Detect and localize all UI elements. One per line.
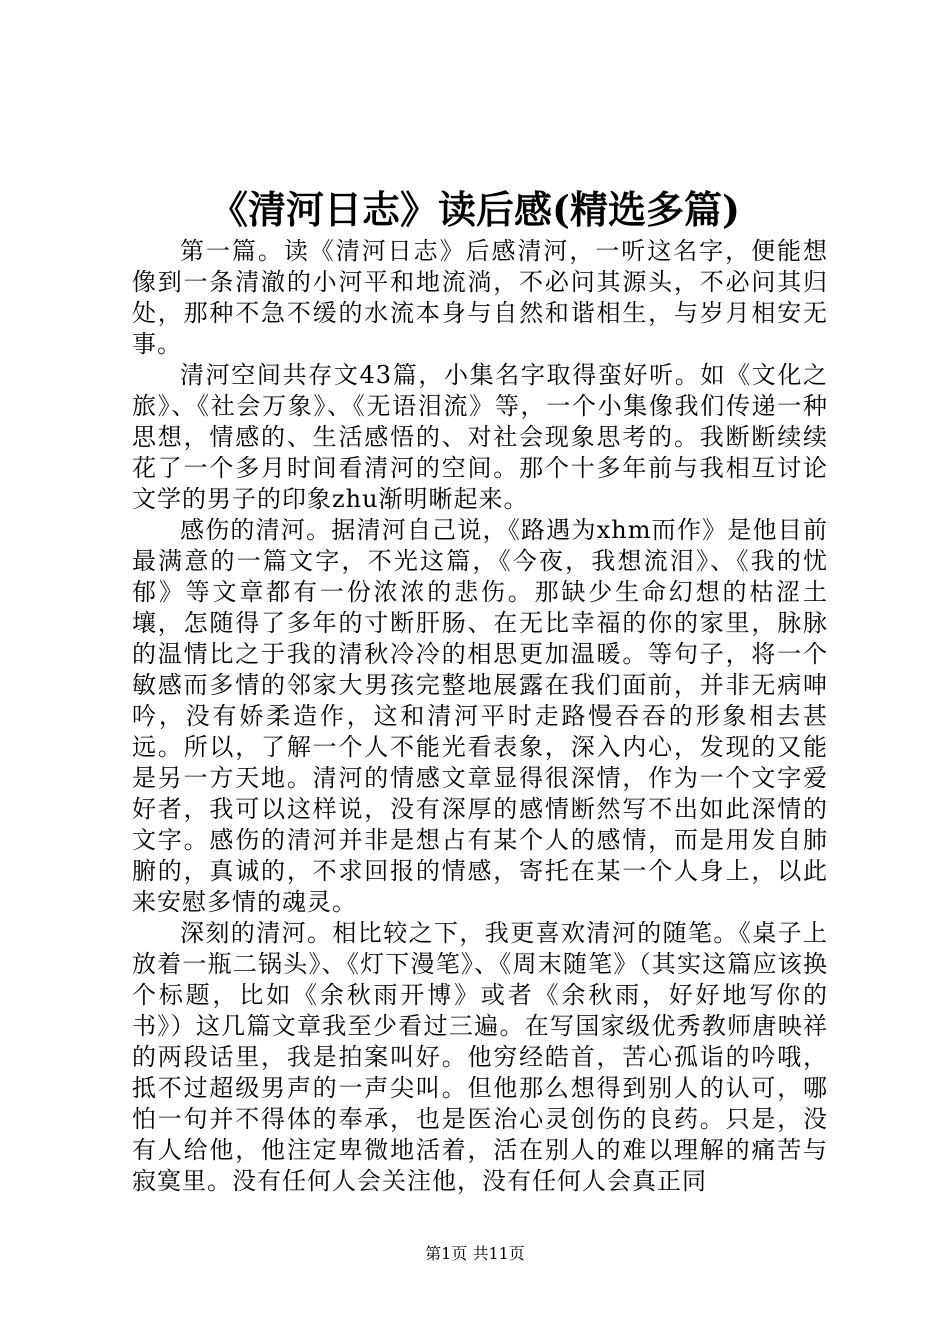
document-title: 《清河日志》读后感(精选多篇)	[210, 187, 740, 232]
document-body	[132, 236, 828, 1236]
paragraph-1: 第一篇。读《清河日志》后感清河，一听这名字，便能想像到一条清澈的小河平和地流淌，不必问其源头，不必问其归处，那种不急不缓的水流本身与自然和谐相生，与岁月相安无事。	[132, 237, 828, 358]
paragraph-3: 感伤的清河。据清河自己说，《路遇为xhm而作》是他目前最满意的一篇文字，不光这篇，《今夜，我想流泪》、《我的忧郁》等文章都有一份浓浓的悲伤。那缺少生命幻想的枯涩土壤，怎随得了多年的寸断肝肠、在无比幸福的你的家里，脉脉的温情比之于我的清秋冷冷的相思更加温暖。等句子，将一个敏感而多情的邻家大男孩完整地展露在我们面前，并非无病呻吟，没有娇柔造作，这和清河平时走路慢吞吞的形象相去甚远。所以，了解一个人不能光看表象，深入内心，发现的又能是另一方天地。清河的情感文章显得很深情，作为一个文字爱好者，我可以这样说，没有深厚的感情断然写不出如此深情的文字。感伤的清河并非是想占有某个人的感情，而是用发自肺腑的，真诚的，不求回报的情感，寄托在某一个人身上，以此来安慰多情的魂灵。	[132, 516, 828, 916]
paragraph-4: 深刻的清河。相比较之下，我更喜欢清河的随笔。《桌子上放着一瓶二锅头》、《灯下漫笔》、《周末随笔》（其实这篇应该换个标题，比如《余秋雨开博》或者《余秋雨，好好地写你的书》）这几篇文章我至少看过三遍。在写国家级优秀教师唐映祥的两段话里，我是拍案叫好。他穷经皓首，苦心孤诣的吟哦，抵不过超级男声的一声尖叫。但他那么想得到别人的认可，哪怕一句并不得体的奉承，也是医治心灵创伤的良药。只是，没有人给他，他注定卑微地活着，活在别人的难以理解的痛苦与寂寞里。没有任何人会关注他，没有任何人会真正同	[132, 919, 828, 1195]
paragraph-2: 清河空间共存文43篇，小集名字取得蛮好听。如《文化之旅》、《社会万象》、《无语泪流》等，一个小集像我们传递一种思想，情感的、生活感悟的、对社会现象思考的。我断断续续花了一个多月时间看清河的空间。那个十多年前与我相互讨论文学的男子的印象zhu渐明晰起来。	[132, 361, 828, 513]
page-number-footer: 第1页 共11页	[425, 1244, 525, 1263]
